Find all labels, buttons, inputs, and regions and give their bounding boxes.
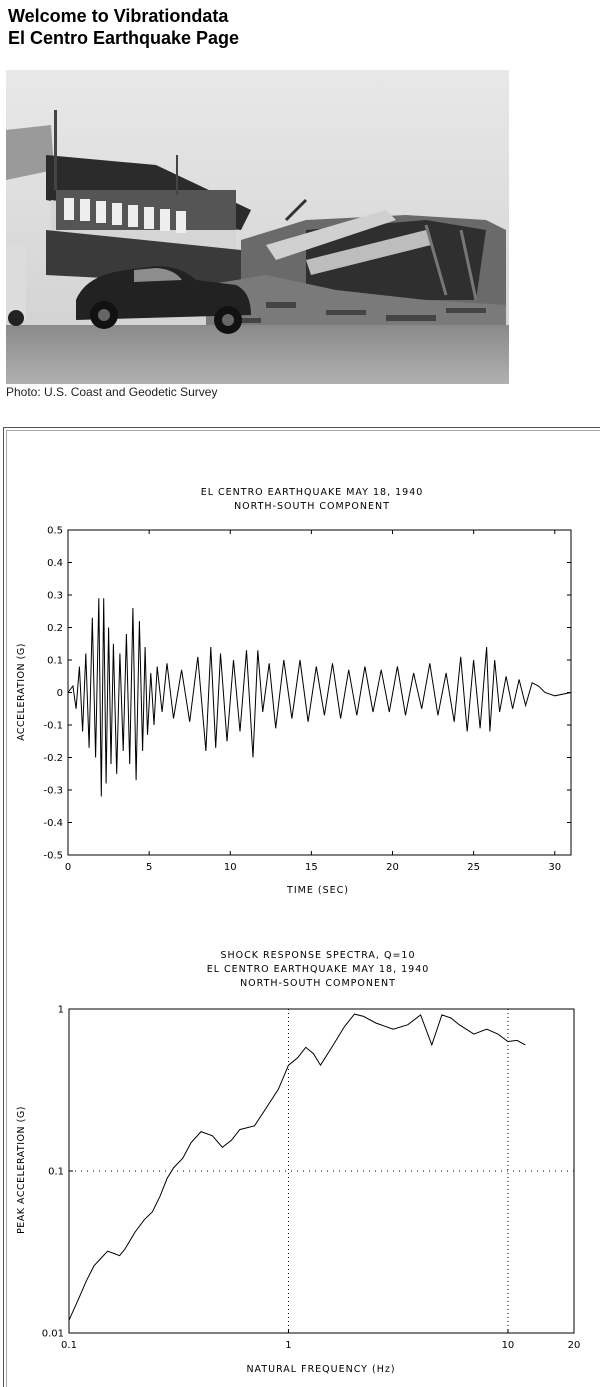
time-history-chart [16, 487, 571, 896]
chart1-y-tick-label: 0.5 [47, 525, 63, 537]
chart1-x-tick-label: 25 [467, 862, 481, 873]
chart1-plot-area [68, 530, 571, 855]
page-title-line2: El Centro Earthquake Page [8, 28, 240, 48]
chart2-x-tick-label: 10 [501, 1340, 515, 1351]
chart1-y-tick-label: 0.3 [47, 590, 63, 602]
chart2-y-tick-label: 0.01 [41, 1328, 64, 1340]
chart1-y-ticks [43, 526, 571, 862]
chart1-y-tick-label: -0.4 [43, 818, 63, 829]
chart2-title: SHOCK RESPONSE SPECTRA, Q=10 [220, 950, 416, 961]
chart2-x-axis-label: NATURAL FREQUENCY (Hz) [246, 1364, 396, 1375]
chart2-gridlines [69, 1009, 574, 1333]
chart1-y-tick-label: 0.1 [47, 655, 63, 667]
chart1-series-line [68, 598, 571, 796]
chart2-y-ticks [42, 1005, 73, 1340]
chart1-x-tick-label: 10 [223, 862, 237, 873]
chart1-x-tick-label: 20 [386, 862, 399, 873]
chart1-title: EL CENTRO EARTHQUAKE MAY 18, 1940 [200, 487, 424, 498]
page-title-line1: Welcome to Vibrationdata [8, 6, 229, 26]
chart1-y-tick-label: 0 [56, 688, 63, 699]
srs-chart [16, 950, 580, 1375]
chart2-subtitle2: NORTH-SOUTH COMPONENT [240, 978, 396, 989]
chart2-y-tick-label: 1 [57, 1004, 64, 1016]
chart1-y-tick-label: -0.5 [43, 850, 63, 862]
chart1-x-tick-label: 0 [64, 862, 72, 873]
chart2-series-line [69, 1014, 525, 1320]
chart1-x-tick-label: 5 [145, 862, 153, 873]
chart1-x-axis-label: TIME (SEC) [287, 885, 349, 896]
chart1-y-tick-label: -0.1 [43, 720, 63, 732]
chart2-x-tick-label: 0.1 [61, 1340, 77, 1351]
chart1-y-tick-label: 0.2 [47, 623, 63, 634]
chart2-y-tick-label: 0.1 [48, 1166, 64, 1178]
chart1-y-tick-label: -0.3 [43, 785, 63, 797]
chart1-x-ticks [65, 530, 561, 873]
chart1-x-tick-label: 30 [548, 862, 562, 873]
chart1-subtitle: NORTH-SOUTH COMPONENT [234, 501, 390, 512]
chart2-subtitle: EL CENTRO EARTHQUAKE MAY 18, 1940 [206, 964, 430, 975]
chart2-x-tick-label: 1 [285, 1340, 292, 1351]
chart1-y-tick-label: 0.4 [47, 558, 63, 569]
chart1-x-tick-label: 15 [305, 862, 318, 873]
chart2-y-axis-label: PEAK ACCELERATION (G) [16, 1106, 27, 1234]
chart1-y-tick-label: -0.2 [43, 753, 63, 764]
chart1-y-axis-label: ACCELERATION (G) [16, 643, 27, 741]
photo-credit: Photo: U.S. Coast and Geodetic Survey [6, 385, 218, 399]
chart2-x-ticks [61, 1329, 580, 1351]
chart2-x-tick-label: 20 [567, 1340, 581, 1351]
